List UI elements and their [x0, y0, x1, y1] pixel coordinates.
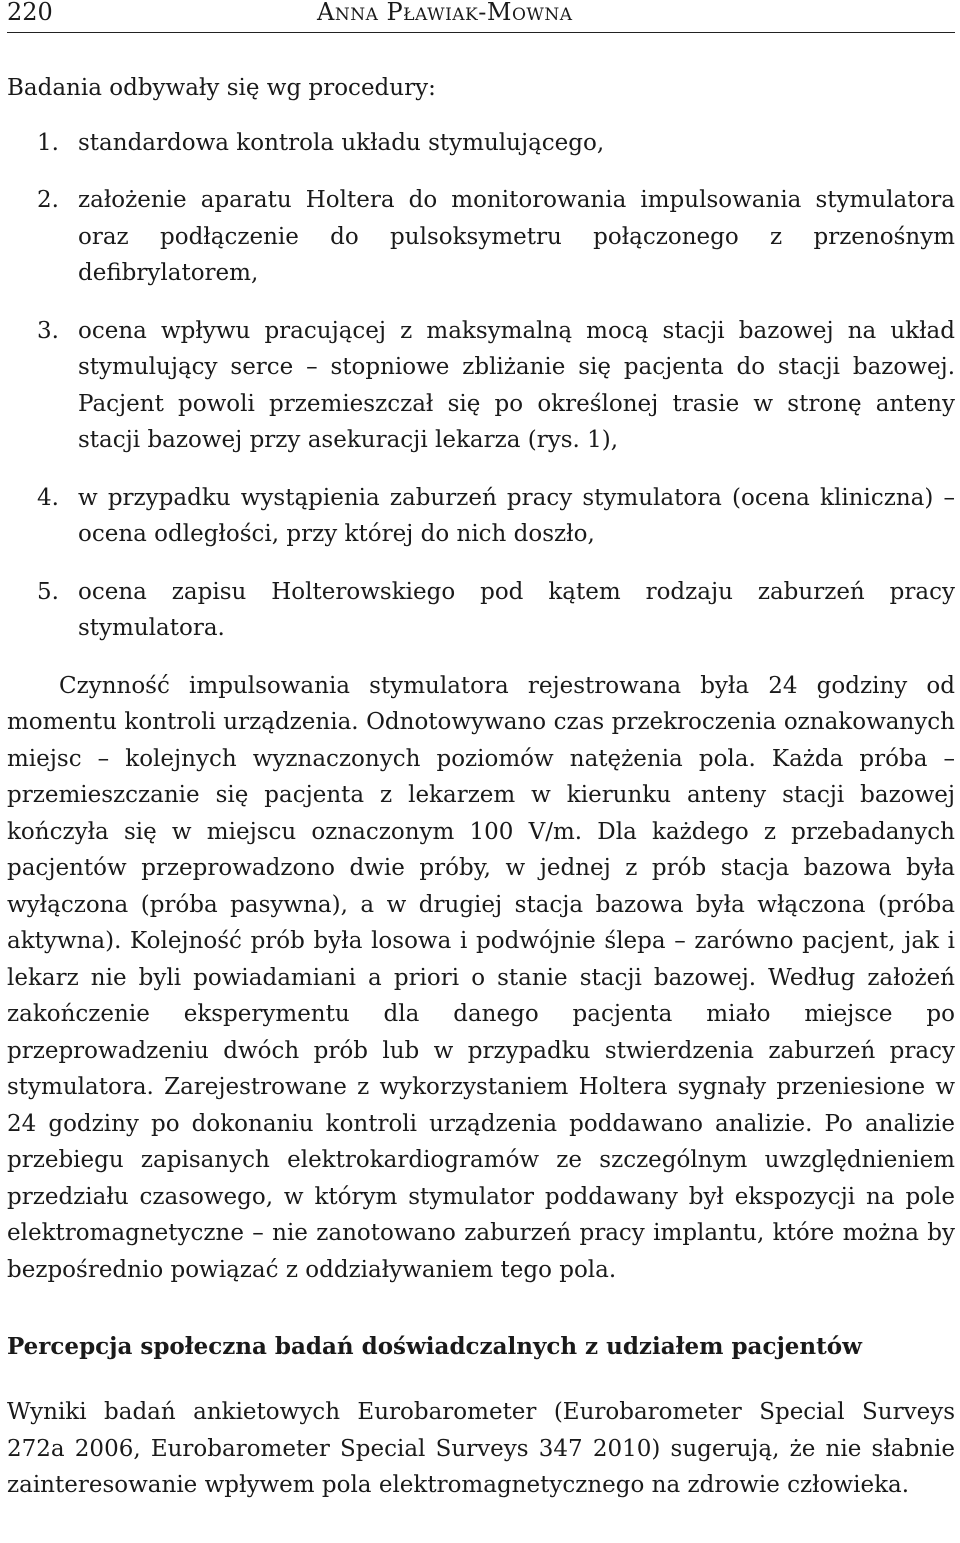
- list-item-text: standardowa kontrola układu stymulującego,: [78, 129, 605, 156]
- list-item: [7, 125, 955, 162]
- list-item-text: w przypadku wystąpienia zaburzeń pracy stymulatora (ocena kliniczna) – ocena odległości, przy której do nich doszło,: [78, 484, 955, 547]
- header-rule: [7, 32, 955, 33]
- body-paragraph: Czynność impulsowania stymulatora rejestrowana była 24 godziny od momentu kontroli urządzenia. Odnotowywano czas przekroczenia oznakowanych miejsc – kolejnych wyznaczonych poziomów natężenia pola. Każda próba – przemieszczanie się pacjenta z lekarzem w kierunku anteny stacji bazowej kończyła się w miejscu oznaczonym 100 V/m. Dla każdego z przebadanych pacjentów przeprowadzono dwie próby, w jednej z prób stacja bazowa była wyłączona (próba pasywna), a w drugiej stacja bazowa była włączona (próba aktywna). Kolejność prób była losowa i podwójnie ślepa – zarówno pacjent, jak i lekarz nie byli powiadamiani a priori o stanie stacji bazowej. Według założeń zakończenie eksperymentu dla danego pacjenta miało miejsce po przeprowadzeniu dwóch prób lub w przypadku stwierdzenia zaburzeń pracy stymulatora. Zarejestrowane z wykorzystaniem Holtera sygnały przeniesione w 24 godziny po dokonaniu kontroli urządzenia poddawano analizie. Po analizie przebiegu zapisanych elektrokardiogramów ze szczególnym uwzględnieniem przedziału czasowego, w którym stymulator poddawany był ekspozycji na pole elektromagnetyczne – nie zanotowano zaburzeń pracy implantu, które można by bezpośrednio powiązać z oddziaływaniem tego pola.: [7, 672, 955, 1283]
- page-number: 220: [7, 0, 53, 26]
- list-item-number: 2.: [37, 187, 59, 213]
- list-item: [7, 574, 955, 647]
- list-item-number: 3.: [37, 317, 59, 344]
- section-heading: Percepcja społeczna badań doświadczalnych z udziałem pacjentów: [7, 1333, 862, 1360]
- list-item-number: 5.: [37, 578, 59, 605]
- list-item: [7, 313, 955, 459]
- list-item-text: ocena zapisu Holterowskiego pod kątem rodzaju zaburzeń pracy stymulatora.: [78, 578, 955, 641]
- section-paragraph: Wyniki badań ankietowych Eurobarometer (Eurobarometer Special Surveys 272a 2006, Eurobarometer Special Surveys 347 2010) sugerują, że nie słabnie zainteresowanie wpływem pola elektromagnetycznego na zdrowie człowieka.: [7, 1399, 955, 1498]
- document-page: [7, 0, 955, 1504]
- list-item: [7, 182, 955, 292]
- procedure-intro: Badania odbywały się wg procedury:: [7, 75, 436, 101]
- list-item: [7, 480, 955, 553]
- running-header: [7, 0, 955, 32]
- list-item-text: założenie aparatu Holtera do monitorowania impulsowania stymulatora oraz podłączenie do pulsoksymetru połączonego z przenośnym defibrylatorem,: [78, 187, 955, 286]
- running-title: Anna Pławiak-Mowna: [317, 0, 573, 26]
- list-item-number: 1.: [37, 129, 59, 156]
- list-item-number: 4.: [37, 484, 59, 511]
- procedure-list: [7, 125, 955, 647]
- list-item-text: ocena wpływu pracującej z maksymalną mocą stacji bazowej na układ stymulujący serce – stopniowe zbliżanie się pacjenta do stacji bazowej. Pacjent powoli przemieszczał się po określonej trasie w stronę anteny stacji bazowej przy asekuracji lekarza (rys. 1),: [78, 317, 955, 453]
